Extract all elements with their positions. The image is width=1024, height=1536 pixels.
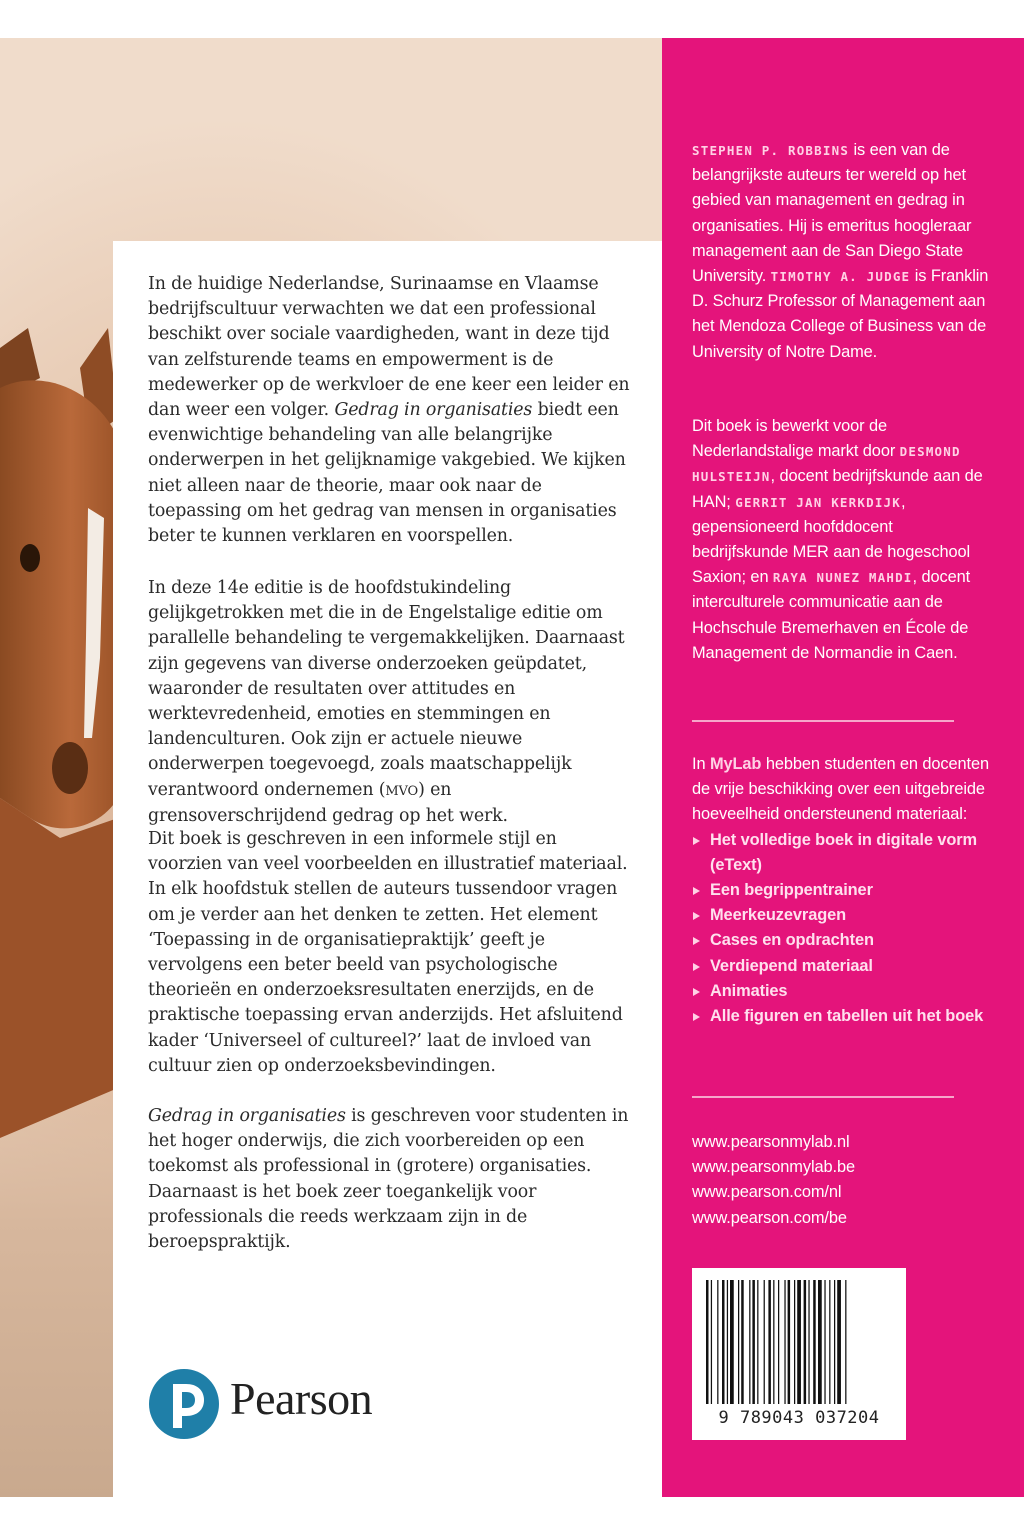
barcode-bar [778, 1280, 779, 1404]
barcode-bar [773, 1280, 774, 1404]
author-name: STEPHEN P. ROBBINS [692, 143, 850, 158]
barcode-bar [829, 1280, 830, 1404]
author-bios [692, 138, 992, 365]
paragraph-text: Dit boek is geschreven in een informele stijl en voorzien van veel voorbeelden en illustratief materiaal. In elk hoofdstuk stellen de auteurs tussendoor vragen om je verder aan het denken te zetten. Het element ‘Toepassing in de organisatiepraktijk’ geeft je vervolgens een beter beeld van psychologische theorieën en onderzoeksresultaten enerzijds, en de praktische toepassing ervan anderzijds. Het afsluitend kader ‘Universeel of cultureel?’ laat de invloed van cultuur zien op onderzoeksbevindingen. [148, 829, 628, 1076]
url-link[interactable]: www.pearson.com/nl [692, 1183, 842, 1202]
barcode-bar [711, 1280, 712, 1404]
barcode-bar [768, 1280, 771, 1404]
author-name: TIMOTHY A. JUDGE [770, 269, 911, 285]
divider [692, 720, 954, 722]
barcode-bar [749, 1280, 750, 1404]
barcode-bar [804, 1280, 807, 1404]
author-bio: is een van de belangrijkste auteurs ter wereld op het gebied van management en gedrag in organisaties. Hij is emeritus hoogleraar management aan de San Diego State University. [692, 141, 972, 286]
url-link[interactable]: www.pearsonmylab.nl [692, 1133, 850, 1151]
url-link[interactable]: www.pearsonmylab.be [692, 1158, 855, 1177]
feature-label: Meerkeuzevragen [710, 906, 847, 925]
list-item [692, 878, 992, 903]
credits-text: , gepensioneerd hoofddocent bedrijfskunde MER aan de hogeschool Saxion; en [692, 492, 971, 587]
description-paragraph-3 [148, 827, 634, 1079]
divider [692, 1096, 954, 1098]
barcode-bar [834, 1280, 835, 1404]
paragraph-text: In deze 14e editie is de hoofdstukindeling gelijkgetrokken met die in de Engelstalige editie om parallelle behandeling te vergemakkelijken. Daarnaast zijn gegevens van diverse onderzoeken geüpdatet, waaronder de resultaten over attitudes en werktevredenheid, emoties en stemmingen en landenculturen. Ook zijn er actuele nieuwe onderwerpen toegevoegd, zoals maatschappelijk verantwoord ondernemen ( [148, 578, 625, 800]
barcode-bar [818, 1280, 822, 1404]
barcode-bar [784, 1280, 785, 1404]
paragraph-text: ) en grensoverschrijdend gedrag op het werk. [148, 779, 508, 826]
paragraph-text: biedt een evenwichtige behandeling van alle belangrijke onderwerpen in het gelijknamige vakgebied. We kijken niet alleen naar de theorie, maar ook naar de toepassing om het gedrag van mensen in organisaties beter te kunnen verklaren en voorspellen. [148, 400, 626, 547]
bullet-triangle-icon [693, 937, 700, 945]
barcode-bar [738, 1280, 739, 1404]
list-item [692, 928, 992, 953]
barcode-bar [727, 1280, 728, 1404]
barcode-bar [788, 1280, 791, 1404]
list-item [692, 903, 992, 928]
barcode-bar [845, 1280, 846, 1404]
barcode-bars [704, 1280, 894, 1404]
isbn-barcode [692, 1268, 906, 1440]
adaptation-credits [692, 414, 992, 666]
book-title-italic: Gedrag in organisaties [334, 400, 533, 421]
pearson-logo [148, 1368, 408, 1440]
barcode-bar [741, 1280, 744, 1404]
barcode-bar [808, 1280, 809, 1404]
feature-label: Alle figuren en tabellen uit het boek [710, 1007, 984, 1026]
feature-label: Cases en opdrachten [710, 931, 874, 950]
paragraph-text: is geschreven voor studenten in het hoger onderwijs, die zich voorbereiden op een toekomst als professional in (grotere) organisaties. Daarnaast is het boek zeer toegankelijk voor professionals die reeds werkzaam zijn in de beroepspraktijk. [148, 1106, 629, 1253]
description-paragraph-2 [148, 576, 634, 829]
author-bio: is Franklin D. Schurz Professor of Management aan het Mendoza College of Business van de University of Notre Dame. [692, 267, 989, 361]
mylab-text: In [692, 755, 710, 773]
book-title-italic: Gedrag in organisaties [148, 1106, 346, 1126]
bullet-triangle-icon [693, 988, 700, 996]
list-item [692, 1004, 992, 1029]
barcode-bar [813, 1280, 816, 1404]
barcode-bar [794, 1280, 795, 1404]
barcode-bar [717, 1280, 718, 1404]
credits-text: , docent bedrijfskunde aan de HAN; [692, 467, 983, 511]
barcode-bar [730, 1280, 734, 1404]
feature-label: Een begrippentrainer [710, 881, 873, 900]
barcode-bar [797, 1280, 801, 1404]
publisher-name: Pearson [230, 1373, 373, 1424]
barcode-bar [722, 1280, 725, 1404]
feature-list [692, 828, 992, 1030]
barcode-bar [757, 1280, 758, 1404]
isbn-number: 9 789043 037204 [718, 1408, 880, 1428]
credits-text: , docent interculturele communicatie aan de Hochschule Bremerhaven en École de Management de Normandie in Caen. [692, 568, 971, 662]
bullet-triangle-icon [693, 912, 700, 920]
description-paragraph-4 [148, 1104, 634, 1255]
barcode-bar [837, 1280, 841, 1404]
description-paragraph-1 [148, 272, 634, 549]
mylab-text: hebben studenten en docenten de vrije beschikking over een uitgebreide hoeveelheid ondersteunend materiaal: [692, 755, 990, 824]
list-item [692, 979, 992, 1004]
feature-label: Verdiepend materiaal [710, 956, 873, 975]
url-list [692, 1130, 992, 1231]
barcode-bar [706, 1280, 709, 1404]
url-link[interactable]: www.pearson.com/be [692, 1208, 847, 1227]
barcode-bar [824, 1280, 825, 1404]
bullet-triangle-icon [693, 887, 700, 895]
credits-text: Dit boek is bewerkt voor de Nederlandstalige markt door [692, 417, 900, 461]
feature-label: Animaties [710, 981, 788, 1000]
mylab-brand: MyLab [709, 755, 762, 773]
mylab-section [692, 752, 992, 1029]
editor-name: RAYA NUNEZ MAHDI [772, 570, 913, 586]
abbreviation: MVO [385, 783, 419, 799]
editor-name: DESMOND HULSTEIJN [692, 444, 961, 485]
feature-label: Het volledige boek in digitale vorm (eText) [710, 830, 978, 874]
barcode-bar [764, 1280, 765, 1404]
list-item [692, 954, 992, 979]
bullet-triangle-icon [693, 1013, 700, 1021]
list-item [692, 828, 992, 878]
paragraph-text: In de huidige Nederlandse, Surinaamse en Vlaamse bedrijfscultuur verwachten we dat een professional beschikt over sociale vaardigheden, want in deze tijd van zelfsturende teams en empowerment is de medewerker op de werkvloer de ene keer een leider en dan weer een volger. [148, 274, 630, 421]
bullet-triangle-icon [693, 837, 700, 845]
barcode-bar [752, 1280, 755, 1404]
horse-image [0, 38, 130, 1497]
bullet-triangle-icon [693, 963, 700, 971]
pearson-p-icon [148, 1368, 220, 1440]
editor-name: GERRIT JAN KERKDIJK [735, 494, 902, 510]
